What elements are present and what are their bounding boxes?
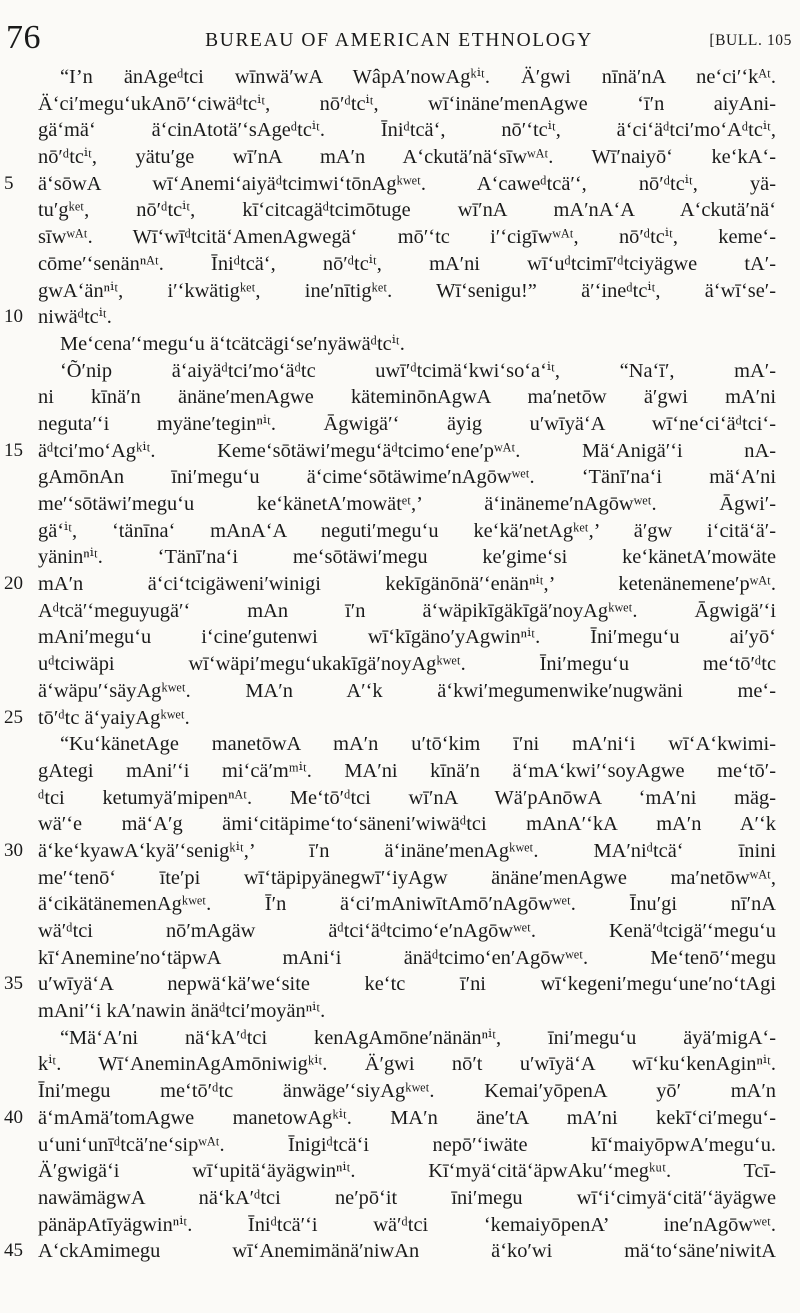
body-text [0, 64, 800, 1265]
text-line [0, 1238, 800, 1265]
line-text: mAni′meguʻu iʻcine′gutenwi wīʻkīgäno′yAgwinⁿⁱᵗ. Īni′meguʻu ai′yōʻ [38, 626, 776, 649]
text-line [0, 197, 800, 224]
line-number: 15 [4, 439, 23, 461]
running-title: BUREAU OF AMERICAN ETHNOLOGY [205, 30, 593, 51]
text-line [0, 331, 800, 358]
line-number: 25 [4, 706, 23, 728]
text-line [0, 1212, 800, 1239]
text-line [0, 1105, 800, 1132]
line-text: Īni′megu meʻtō′ᵈtc änwäge′ʻsiyAgᵏʷᵉᵗ. Kemai′yōpenA yō′ mA′n [38, 1080, 776, 1103]
line-number: 20 [4, 573, 23, 595]
line-text: wä′ᵈtci nō′mAgäw äᵈtciʻäᵈtcimoʻe′nAgōwʷᵉᵗ. Kenä′ᵈtcigä′ʻmeguʻu [38, 920, 776, 942]
line-number: 45 [4, 1240, 23, 1262]
text-line [0, 1185, 800, 1212]
text-line [0, 971, 800, 998]
text-line [0, 1158, 800, 1185]
text-line [0, 571, 800, 598]
line-text: Äʻci′meguʻukAnō′ʻciwäᵈtcⁱᵗ, nō′ᵈtcⁱᵗ, wīʻinäne′menAgwe ʻī′n aiyAni- [38, 92, 776, 115]
line-number: 10 [4, 306, 23, 328]
text-line [0, 171, 800, 198]
text-line [0, 304, 800, 331]
text-line [0, 1132, 800, 1159]
line-text: uʻuniʻunīᵈtcä′neʻsipʷᴬᵗ. Īnigiᵈtcäʻi nepō′ʻiwäte kīʻmaiyōpwA′meguʻu. [38, 1133, 776, 1156]
text-line [0, 758, 800, 785]
line-text: u′wīyäʻA nepwäʻkä′weʻsite keʻtc ī′ni wīʻkegeni′meguʻune′noʻtAgi [38, 973, 776, 996]
line-text: gAmōnAn īni′meguʻu äʻcimeʻsōtäwime′nAgōwʷᵉᵗ. ʻTänī′naʻi mäʻA′ni [38, 466, 776, 489]
line-text: tu′gᵏᵉᵗ, nō′ᵈtcⁱᵗ, kīʻcitcagäᵈtcimōtuge wī′nA mA′nAʻA Aʻckutä′näʻ [38, 199, 776, 222]
line-text: pänäpAtīyägwinⁿⁱᵗ. Īniᵈtcä′ʻi wä′ᵈtci ʻkemaiyōpenA’ ine′nAgōwʷᵉᵗ. [38, 1213, 776, 1236]
line-text: niwäᵈtcⁱᵗ. [38, 306, 112, 329]
line-text: gwAʻänⁿⁱᵗ, i′ʻkwätigᵏᵉᵗ, ine′nītigᵏᵉᵗ. Wīʻsenigu!” ä′ʻineᵈtcⁱᵗ, äʻwīʻse′- [38, 279, 776, 302]
line-text: äʻcikätänemenAgᵏʷᵉᵗ. Ī′n äʻci′mAniwītAmō′nAgōwʷᵉᵗ. Īnu′gi nī′nA [38, 893, 776, 916]
text-line [0, 731, 800, 758]
text-line [0, 117, 800, 144]
text-line [0, 464, 800, 491]
text-line [0, 1025, 800, 1052]
line-text: mAni′ʻi kA′nawin änäᵈtci′moyänⁿⁱᵗ. [38, 1000, 326, 1023]
text-line [0, 411, 800, 438]
text-line [0, 278, 800, 305]
text-line [0, 624, 800, 651]
line-text: nō′ᵈtcⁱᵗ, yätu′ge wī′nA mA′n Aʻckutä′näʻsīwʷᴬᵗ. Wī′naiyōʻ keʻkAʻ- [38, 146, 776, 169]
text-line [0, 598, 800, 625]
line-number: 35 [4, 973, 23, 995]
line-text: yäninⁿⁱᵗ. ʻTänī′naʻi meʻsōtäwi′megu ke′gimeʻsi keʻkänetA′mowäte [38, 546, 776, 569]
line-text: cōme′ʻsenänⁿᴬᵗ. Īniᵈtcäʻ, nō′ᵈtcⁱᵗ, mA′ni wīʻuᵈtcimī′ᵈtciyägwe tA′- [38, 252, 776, 275]
line-text: “KuʻkänetAge manetōwA mA′n u′tōʻkim ī′ni mA′niʻi wīʻAʻkwimi- [60, 733, 776, 756]
text-line [0, 91, 800, 118]
text-line [0, 491, 800, 518]
line-text: äʻkeʻkyawAʻkyä′ʻsenigᵏⁱᵗ,’ ī′n äʻinäne′menAgᵏʷᵉᵗ. MA′niᵈtcäʻ īnini [38, 839, 776, 862]
line-text: äᵈtci′moʻAgᵏⁱᵗ. Kemeʻsōtäwi′meguʻäᵈtcimoʻene′pʷᴬᵗ. MäʻAnigä′ʻi nA- [38, 439, 776, 462]
line-text: me′ʻsōtäwi′meguʻu keʻkänetA′mowätᵉᵗ,’ äʻinäneme′nAgōwʷᵉᵗ. Āgwi′- [38, 493, 776, 515]
line-text: mA′n äʻciʻtcigäweni′winigi kekīgänōnä′ʻenänⁿⁱᵗ,’ ketenänemene′pʷᴬᵗ. [38, 573, 776, 596]
line-text: gäʻⁱᵗ, ʻtänīnaʻ mAnAʻA neguti′meguʻu keʻkä′netAgᵏᵉᵗ,’ ä′gw iʻcitäʻä′- [38, 519, 776, 542]
line-text: kⁱᵗ. WīʻAneminAgAmōniwigᵏⁱᵗ. Ä′gwi nō′t u′wīyäʻA wīʻkuʻkenAginⁿⁱᵗ. [38, 1053, 776, 1076]
text-line [0, 865, 800, 892]
text-line [0, 678, 800, 705]
line-text: äʻsōwA wīʻAnemiʻaiyäᵈtcimwiʻtōnAgᵏʷᵉᵗ. Aʻcaweᵈtcä′ʻ, nō′ᵈtcⁱᵗ, yä- [38, 172, 776, 195]
line-text: Ä′gwigäʻi wīʻupitäʻäyägwinⁿⁱᵗ. KīʻmyäʻcitäʻäpwAku′ʻmegᵏᵘᵗ. Tcī- [38, 1160, 776, 1183]
text-line [0, 384, 800, 411]
page-number: 76 [6, 19, 41, 56]
line-number: 5 [4, 172, 14, 194]
line-text: uᵈtciwäpi wīʻwäpi′meguʻukakīgä′noyAgᵏʷᵉᵗ. Īni′meguʻu meʻtō′ᵈtc [38, 653, 776, 676]
line-text: wä′ʻe mäʻA′g ämiʻcitäpimeʻtoʻsäneni′wiwäᵈtci mAnA′ʻkA mA′n A′ʻk [38, 813, 776, 836]
line-text: “MäʻA′ni näʻkA′ᵈtci kenAgAmōne′nänänⁿⁱᵗ, īni′meguʻu äyä′migAʻ- [60, 1026, 776, 1049]
text-line [0, 651, 800, 678]
text-line [0, 838, 800, 865]
text-line [0, 811, 800, 838]
text-line [0, 785, 800, 812]
text-line [0, 438, 800, 465]
line-text: kīʻAnemine′noʻtäpwA mAniʻi änäᵈtcimoʻen′Agōwʷᵉᵗ. Meʻtenō′ʻmegu [38, 946, 776, 969]
line-text: me′ʻtenōʻ īte′pi wīʻtäpipyänegwī′ʻiyAgw änäne′menAgwe ma′netōwʷᴬᵗ, [38, 866, 776, 889]
line-number: 30 [4, 839, 23, 861]
line-text: ni kīnä′n änäne′menAgwe käteminōnAgwA ma′netōw ä′gwi mA′ni [38, 386, 776, 409]
page-header [6, 20, 792, 56]
text-line [0, 518, 800, 545]
text-line [0, 544, 800, 571]
line-text: ᵈtci ketumyä′mipenⁿᴬᵗ. Meʻtō′ᵈtci wī′nA Wä′pAnōwA ʻmA′ni mäg- [38, 786, 776, 809]
line-text: nawämägwA näʻkA′ᵈtci ne′pōʻit īni′megu wīʻiʻcimyäʻcitä′ʻäyägwe [38, 1186, 776, 1209]
text-line [0, 1051, 800, 1078]
line-text: Aᵈtcä′ʻmeguyugä′ʻ mAn ī′n äʻwäpikīgäkīgä′noyAgᵏʷᵉᵗ. Āgwigä′ʻi [38, 599, 776, 622]
line-text: neguta′ʻi myäne′teginⁿⁱᵗ. Āgwigä′ʻ äyig u′wīyäʻA wīʻneʻciʻäᵈtciʻ- [38, 412, 776, 435]
text-line [0, 1078, 800, 1105]
text-line [0, 918, 800, 945]
line-text: tō′ᵈtc äʻyaiyAgᵏʷᵉᵗ. [38, 706, 190, 729]
line-text: AʻckAmimegu wīʻAnemimänä′niwAn äʻko′wi mäʻtoʻsäne′niwitA [38, 1240, 776, 1263]
text-line [0, 998, 800, 1025]
text-line [0, 358, 800, 385]
line-text: “I’n änAgeᵈtci wīnwä′wA WâpA′nowAgᵏⁱᵗ. Ä′gwi nīnä′nA neʻci′ʻkᴬᵗ. [60, 66, 776, 88]
line-text: sīwʷᴬᵗ. WīʻwīᵈtcitäʻAmenAgwegäʻ mō′ʻtc i′ʻcigīwʷᴬᵗ, nō′ᵈtcⁱᵗ, kemeʻ- [38, 226, 776, 249]
text-line [0, 144, 800, 171]
text-line [0, 64, 800, 91]
text-line [0, 705, 800, 732]
text-line [0, 224, 800, 251]
text-line [0, 945, 800, 972]
line-text: äʻwäpu′ʻsäyAgᵏʷᵉᵗ. MA′n A′ʻk äʻkwi′megumenwike′nugwäni meʻ- [38, 679, 776, 702]
line-text: gAtegi mAni′ʻi miʻcä′mᵐⁱᵗ. MA′ni kīnä′n äʻmAʻkwi′ʻsoyAgwe meʻtō′- [38, 759, 776, 782]
line-text: äʻmAmä′tomAgwe manetowAgᵏⁱᵗ. MA′n äne′tA mA′ni kekīʻci′meguʻ- [38, 1106, 776, 1129]
line-text: gäʻmäʻ äʻcinAtotä′ʻsAgeᵈtcⁱᵗ. Īniᵈtcäʻ, nō′ʻtcⁱᵗ, äʻciʻäᵈtci′moʻAᵈtcⁱᵗ, [38, 119, 776, 142]
line-text: Meʻcena′ʻmeguʻu äʻtcätcägiʻse′nyäwäᵈtcⁱᵗ. [60, 332, 405, 355]
line-number: 40 [4, 1106, 23, 1128]
line-text: ʻÕ′nip äʻaiyäᵈtci′moʻäᵈtc uwī′ᵈtcimäʻkwiʻsoʻaʻⁱᵗ, “Naʻī′, mA′- [60, 359, 776, 382]
text-line [0, 251, 800, 278]
text-line [0, 891, 800, 918]
bulletin-reference: [BULL. 105 [709, 32, 792, 49]
